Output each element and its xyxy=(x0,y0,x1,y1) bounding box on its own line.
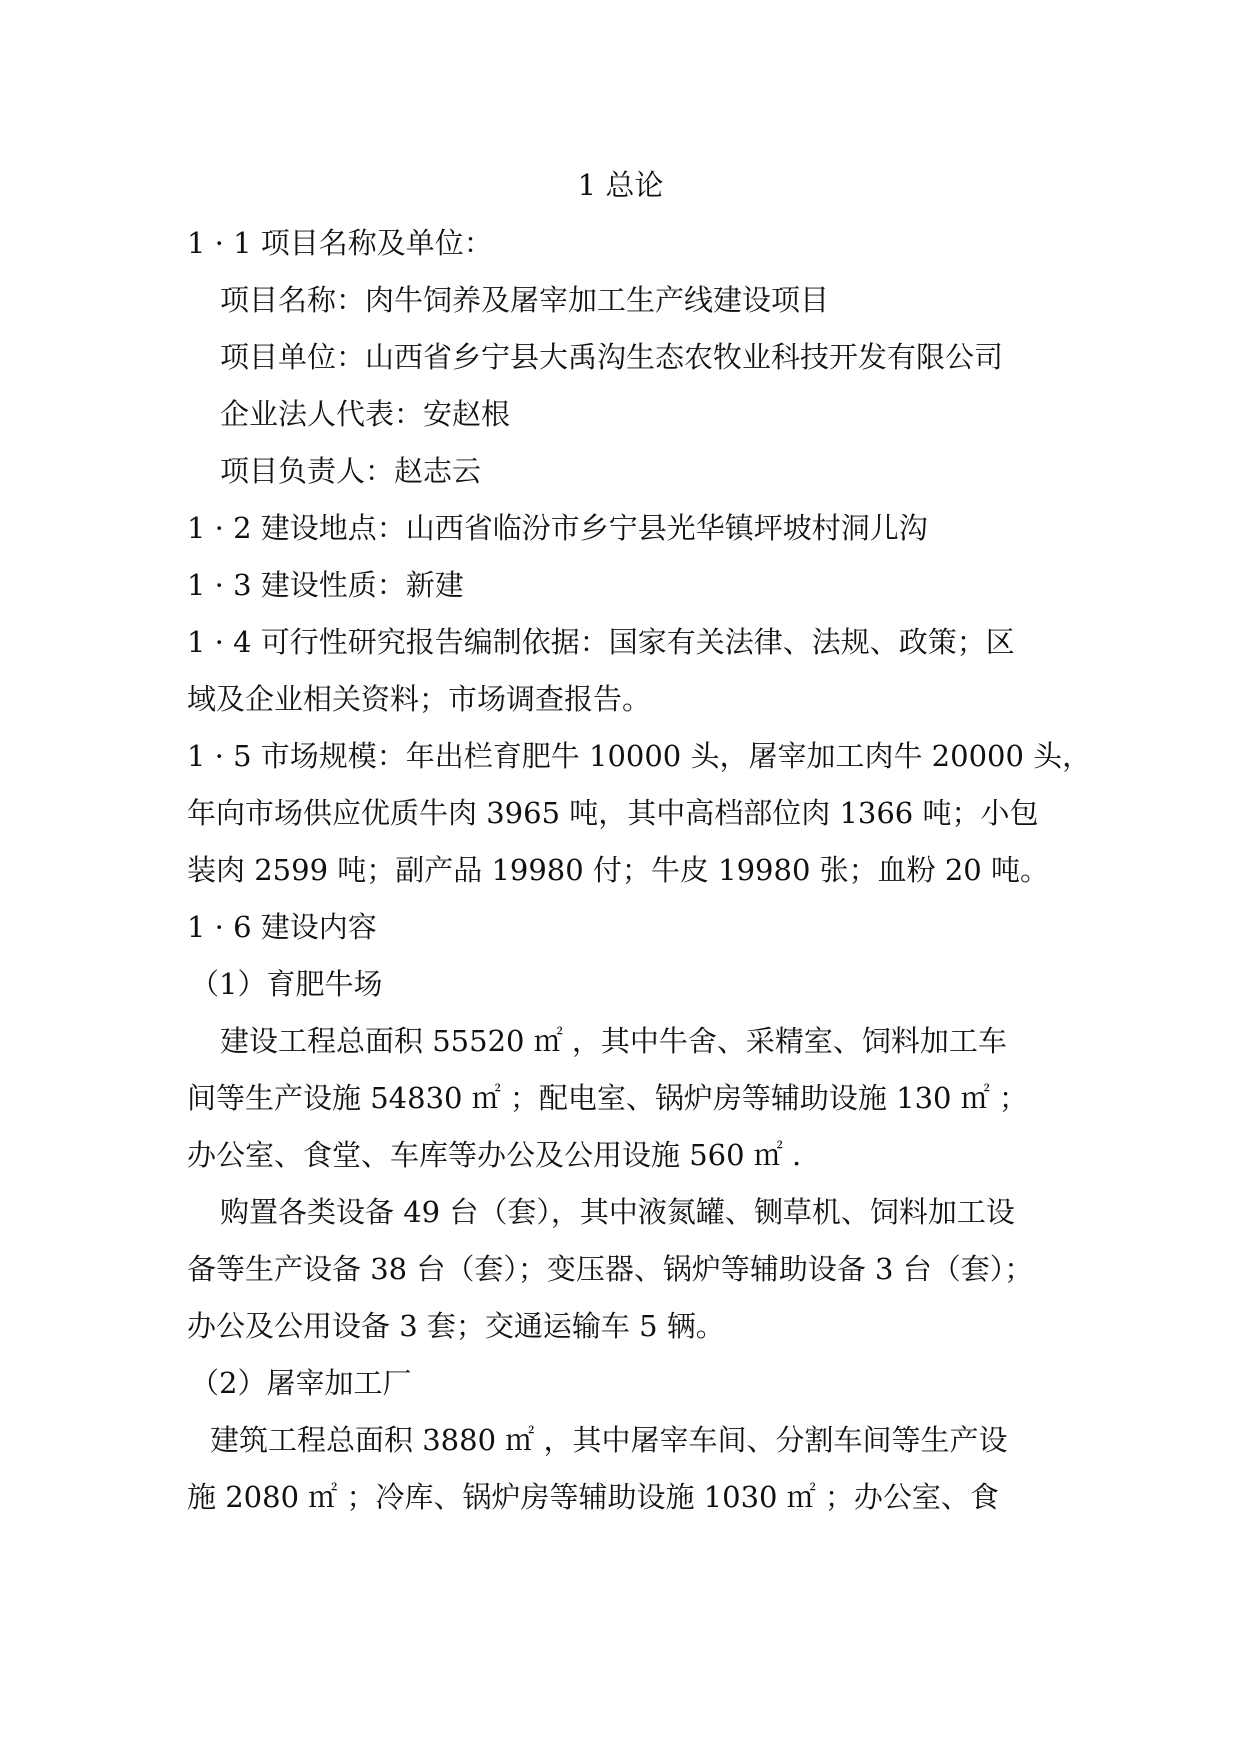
legal-representative: 企业法人代表：安赵根 xyxy=(220,397,511,431)
heading-1-1: 1 · 1 项目名称及单位： xyxy=(187,226,493,260)
construction-content-heading: 1 · 6 建设内容 xyxy=(187,910,377,944)
market-scale-line-2: 年向市场供应优质牛肉 3965 吨，其中高档部位肉 1366 吨；小包 xyxy=(187,796,1039,830)
market-scale-line-1: 1 · 5 市场规模：年出栏育肥牛 10000 头，屠宰加工肉牛 20000 头， xyxy=(187,739,1092,773)
feasibility-basis-line-2: 域及企业相关资料；市场调查报告。 xyxy=(187,682,652,716)
section-title: 1 总论 xyxy=(577,168,664,202)
farm-equipment-line-2: 备等生产设备 38 台（套）；变压器、锅炉等辅助设备 3 台（套）； xyxy=(187,1252,1034,1286)
construction-nature: 1 · 3 建设性质：新建 xyxy=(187,568,464,602)
construction-site: 1 · 2 建设地点：山西省临汾市乡宁县光华镇坪坡村洞儿沟 xyxy=(187,511,928,545)
project-leader: 项目负责人：赵志云 xyxy=(220,454,482,488)
farm-area-line-3: 办公室、食堂、车库等办公及公用设施 560 ㎡ . xyxy=(187,1138,802,1172)
farm-equipment-line-3: 办公及公用设备 3 套；交通运输车 5 辆。 xyxy=(187,1309,725,1343)
subsection-fattening-farm: （1）育肥牛场 xyxy=(190,967,383,1001)
market-scale-line-3: 装肉 2599 吨；副产品 19980 付；牛皮 19980 张；血粉 20 吨。 xyxy=(187,853,1049,887)
farm-equipment-line-1: 购置各类设备 49 台（套），其中液氮罐、铡草机、饲料加工设 xyxy=(220,1195,1015,1229)
project-name: 项目名称：肉牛饲养及屠宰加工生产线建设项目 xyxy=(220,283,830,317)
slaughter-area-line-2: 施 2080 ㎡ ；冷库、锅炉房等辅助设施 1030 ㎡ ；办公室、食 xyxy=(187,1480,999,1514)
feasibility-basis-line-1: 1 · 4 可行性研究报告编制依据：国家有关法律、法规、政策；区 xyxy=(187,625,1015,659)
slaughter-area-line-1: 建筑工程总面积 3880 ㎡ ，其中屠宰车间、分割车间等生产设 xyxy=(210,1423,1008,1457)
subsection-slaughterhouse: （2）屠宰加工厂 xyxy=(190,1366,412,1400)
farm-area-line-2: 间等生产设施 54830 ㎡ ；配电室、锅炉房等辅助设施 130 ㎡ ； xyxy=(187,1081,1028,1115)
farm-area-line-1: 建设工程总面积 55520 ㎡ ，其中牛舍、采精室、饲料加工车 xyxy=(220,1024,1007,1058)
project-unit: 项目单位：山西省乡宁县大禹沟生态农牧业科技开发有限公司 xyxy=(220,340,1004,374)
